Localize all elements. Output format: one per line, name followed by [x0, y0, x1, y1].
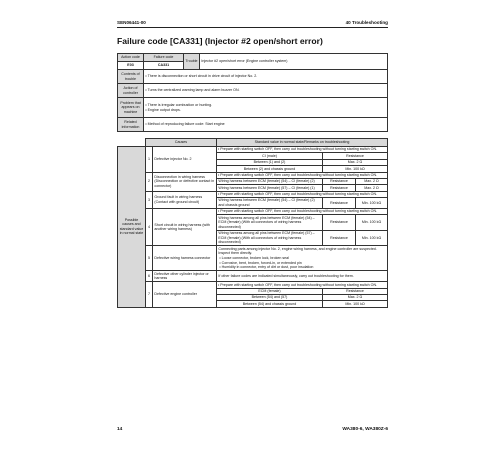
cause-7-number: 7 — [146, 282, 153, 308]
cause-2-row-1-label: Wiring harness between ECM (female) (54) – CI (female) (2) — [217, 178, 323, 184]
cause-2-row-1-item: Resistance — [323, 178, 356, 184]
cause-5-description: Connecting parts among injector No. 2, engine wiring harness, and engine controller are suspected. Inspect them directly. — [218, 246, 377, 256]
cause-6-detail: If other failure codes are indicated simultaneously, carry out troubleshooting for them. — [217, 271, 388, 282]
cause-3-number: 3 — [146, 191, 153, 208]
cause-5-item: • Loose connector, broken lock, broken seal — [219, 256, 289, 261]
cause-4-number: 4 — [146, 208, 153, 246]
cause-1-number: 1 — [146, 147, 153, 173]
related-text: • Method of reproducing failure code: Start engine — [144, 118, 388, 132]
cause-1-row-1-value: Max. 2 Ω — [323, 159, 388, 165]
cause-7-col-connector: ECM (female) — [217, 288, 323, 294]
cause-7-note: • Prepare with starting switch OFF, then carry out troubleshooting without turning starting switch ON. — [217, 282, 388, 288]
related-label: Related information — [118, 118, 144, 132]
cause-1-row-2-value: Min. 100 kΩ — [323, 166, 388, 172]
cause-2-note: • Prepare with starting switch OFF, then carry out troubleshooting without turning starting switch ON. — [217, 172, 388, 178]
cause-1-row-1-label: Between (1) and (2) — [217, 159, 323, 165]
page-title: Failure code [CA331] (Injector #2 open/short error) — [117, 36, 323, 46]
section-title: 40 Troubleshooting — [345, 20, 388, 25]
cause-7-row-1-value: Max. 2 Ω — [323, 294, 388, 300]
cause-3-text: Ground fault in wiring harness (Contact with ground circuit) — [153, 191, 217, 208]
cause-7-col-resistance: Resistance — [323, 288, 388, 294]
problem-label: Problem that appears on machine — [118, 98, 144, 118]
cause-3-row-1-label: Wiring harness between ECM (female) (54) – CI (female) (2) and chassis ground — [217, 198, 323, 209]
problem-text: • There is irregular combustion or hunting. • Engine output drops. — [144, 98, 388, 118]
info-table — [117, 53, 388, 132]
cause-7-row-1-label: Between (54) and (57) — [217, 294, 323, 300]
cause-1-row-2-label: Between (2) and chassis ground — [217, 166, 323, 172]
cause-4-row-1-item: Resistance — [323, 215, 356, 231]
cause-4-row-1-label: Wiring harness among all pins between ECM (female) (54) – ECM (female) (With all connectors of wiring harness disconnected) — [217, 215, 323, 231]
cause-2-row-2-item: Resistance — [323, 185, 356, 191]
cause-2-row-2-value: Max. 2 Ω — [356, 185, 388, 191]
cause-5-item: • Humidity in connector, entry of dirt or dust, poor insulation — [219, 265, 314, 270]
cause-3-row-1-value: Min. 100 kΩ — [356, 198, 388, 209]
model-name: WA380-6, WA380Z-6 — [342, 427, 388, 432]
contents-text: • There is disconnection or short circuit in drive circuit of injector No. 2. — [144, 70, 388, 84]
cause-3-row-1-item: Resistance — [323, 198, 356, 209]
possible-causes-label: Possible causes and standard value in normal state — [118, 147, 146, 308]
cause-1-col-resistance: Resistance — [323, 153, 388, 159]
cause-3-note: • Prepare with starting switch OFF, then carry out troubleshooting without turning starting switch ON. — [217, 191, 388, 197]
cause-5-item: • Corrosive, bent, broken, forced-in, or extended pin — [219, 260, 302, 265]
cause-4-note: • Prepare with starting switch OFF, then carry out troubleshooting without turning starting switch ON. — [217, 208, 388, 214]
standard-header: Standard value in normal state/Remarks on troubleshooting — [217, 139, 388, 147]
cause-2-number: 2 — [146, 172, 153, 191]
action-code-header: Action code — [118, 54, 144, 62]
action-code-value: E03 — [118, 62, 144, 70]
cause-6-text: Defective other cylinder injector or harness — [153, 271, 217, 282]
action-label: Action of controller — [118, 84, 144, 98]
cause-1-col-connector: CI (male) — [217, 153, 323, 159]
cause-7-row-2-label: Between (54) and chassis ground — [217, 301, 323, 307]
cause-7-text: Defective engine controller — [153, 282, 217, 308]
trouble-text: Injector #2 open/short error (Engine controller system) — [200, 54, 388, 70]
cause-5-detail — [217, 246, 388, 271]
doc-code: SEN06441-00 — [117, 20, 146, 25]
cause-6-number: 6 — [146, 271, 153, 282]
cause-2-row-1-value: Max. 2 Ω — [356, 178, 388, 184]
trouble-header: Trouble — [184, 54, 200, 70]
failure-code-value: CA331 — [144, 62, 184, 70]
causes-header: Causes — [146, 139, 217, 147]
cause-4-row-2-value: Min. 100 kΩ — [356, 230, 388, 246]
page-number: 14 — [117, 427, 123, 432]
cause-4-row-2-label: Wiring harness among all pins between ECM (female) (57) – ECM (female) (With all connectors of wiring harness disconnected) — [217, 230, 323, 246]
failure-code-header: Failure code — [144, 54, 184, 62]
cause-5-text: Defective wiring harness connector — [153, 246, 217, 271]
causes-table — [117, 138, 388, 308]
cause-2-text: Disconnection in wiring harness (Disconnection or defective contact in connector) — [153, 172, 217, 191]
cause-4-row-2-item: Resistance — [323, 230, 356, 246]
cause-4-text: Short circuit in wiring harness (with another wiring harness) — [153, 208, 217, 246]
cause-1-note: • Prepare with starting switch OFF, then carry out troubleshooting without turning starting switch ON. — [217, 147, 388, 153]
cause-4-row-1-value: Min. 100 kΩ — [356, 215, 388, 231]
header-rule — [117, 27, 388, 28]
cause-7-row-2-value: Min. 100 kΩ — [323, 301, 388, 307]
cause-5-number: 5 — [146, 246, 153, 271]
cause-1-text: Defective injector No. 2 — [153, 147, 217, 173]
cause-2-row-2-label: Wiring harness between ECM (female) (57) – CI (female) (1) — [217, 185, 323, 191]
action-text: • Turns the centralized warning lamp and alarm buzzer ON. — [144, 84, 388, 98]
contents-label: Contents of trouble — [118, 70, 144, 84]
